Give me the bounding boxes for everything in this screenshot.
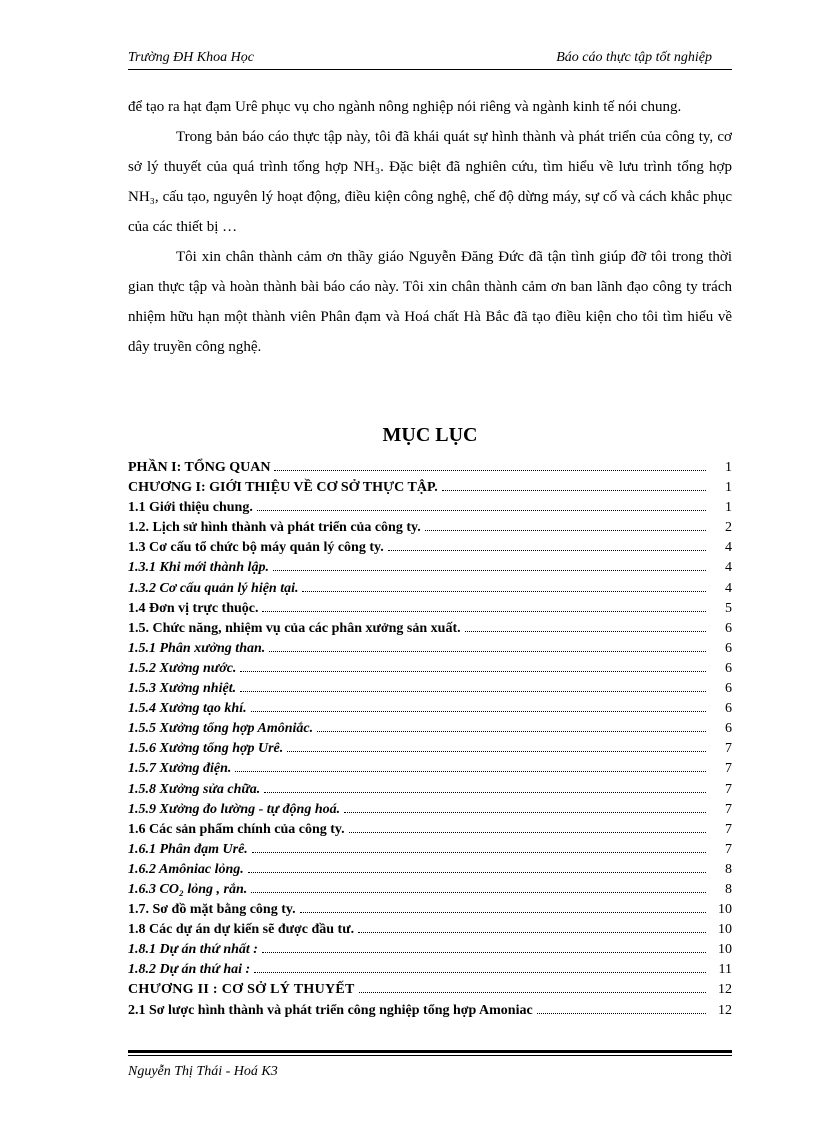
header-rule <box>128 69 732 70</box>
toc-entry-label: 1.1 Giới thiệu chung. <box>128 500 253 516</box>
toc-entry-label: 1.6.3 CO₂ lỏng , rắn. <box>128 881 248 897</box>
toc-entry[interactable] <box>128 661 732 681</box>
toc-page-number: 10 <box>718 942 732 958</box>
toc-page-number: 7 <box>725 841 732 857</box>
toc-entry-label: 1.5.2 Xưởng nước. <box>128 660 237 676</box>
toc-page-number: 8 <box>725 861 732 877</box>
toc-entry[interactable] <box>128 520 732 540</box>
toc-entry-label: 1.6.2 Amôniac lỏng. <box>128 861 244 877</box>
toc-leader <box>251 892 706 893</box>
toc-page-number: 6 <box>725 721 732 737</box>
toc-leader <box>425 530 706 531</box>
toc-entry-label: 1.5.6 Xưởng tổng hợp Urê. <box>128 741 284 757</box>
toc-leader <box>262 952 706 953</box>
toc-page-number: 1 <box>725 500 732 516</box>
toc-entry-label: 2.1 Sơ lược hình thành và phát triển công nghiệp tổng hợp Amoniac <box>128 1002 533 1018</box>
toc-entry[interactable] <box>128 460 732 480</box>
toc-entry-label: CHƯƠNG I: GIỚI THIỆU VỀ CƠ SỞ THỰC TẬP. <box>128 480 438 496</box>
toc-page-number: 6 <box>725 640 732 656</box>
toc-entry[interactable] <box>128 741 732 761</box>
toc-page-number: 7 <box>725 781 732 797</box>
toc-leader <box>269 651 706 652</box>
toc-entry-label: 1.5.7 Xưởng điện. <box>128 761 232 777</box>
toc-leader <box>349 832 706 833</box>
footer-rule-thick <box>128 1050 732 1053</box>
toc-page-number: 4 <box>725 560 732 576</box>
toc-leader <box>537 1013 706 1014</box>
toc-entry-label: 1.5.1 Phân xưởng than. <box>128 640 266 656</box>
toc-leader <box>274 470 706 471</box>
toc-entry-label: PHẦN I: TỔNG QUAN <box>128 460 271 475</box>
toc-entry-label: 1.5.5 Xưởng tổng hợp Amôniắc. <box>128 721 314 737</box>
toc-leader <box>240 691 706 692</box>
table-of-contents <box>128 460 732 1023</box>
toc-page-number: 4 <box>725 540 732 556</box>
toc-page-number: 7 <box>725 821 732 837</box>
toc-leader <box>235 771 706 772</box>
toc-page-number: 12 <box>718 1002 732 1018</box>
toc-leader <box>251 711 706 712</box>
toc-entry-label: 1.5. Chức năng, nhiệm vụ của các phân xưởng sản xuất. <box>128 620 461 636</box>
toc-page-number: 6 <box>725 681 732 697</box>
toc-leader <box>262 611 706 612</box>
toc-leader <box>252 852 706 853</box>
toc-page-number: 2 <box>725 520 732 536</box>
toc-entry[interactable] <box>128 560 732 580</box>
toc-entry[interactable] <box>128 500 732 520</box>
toc-entry[interactable] <box>128 962 732 982</box>
toc-entry[interactable] <box>128 701 732 721</box>
toc-leader <box>344 812 706 813</box>
toc-entry[interactable] <box>128 641 732 661</box>
page-footer <box>128 1050 732 1080</box>
toc-entry[interactable] <box>128 802 732 822</box>
toc-leader <box>254 972 706 973</box>
toc-page-number: 12 <box>718 982 732 998</box>
toc-entry[interactable] <box>128 581 732 601</box>
intro-paragraph-1: để tạo ra hạt đạm Urê phục vụ cho ngành nông nghiệp nói riêng và ngành kinh tế nói chung. <box>128 99 682 115</box>
intro-paragraph-2: Trong bản báo cáo thực tập này, tôi đã khái quát sự hình thành và phát triển của công ty, cơ sở lý thuyết của quá trình tổng hợp NH₃. Đặc biệt đã nghiên cứu, tìm hiểu về lưu trình tổng hợp NH₃, cấu tạo, nguyên lý hoạt động, điều kiện công nghệ, chế độ dừng máy, sự cố và cách khắc phục của các thiết bị … <box>128 129 732 235</box>
toc-entry-label: 1.3.1 Khi mới thành lập. <box>128 560 269 576</box>
toc-page-number: 1 <box>725 460 732 475</box>
toc-leader <box>300 912 706 913</box>
toc-entry[interactable] <box>128 882 732 902</box>
toc-entry-label: 1.7. Sơ đồ mặt bằng công ty. <box>128 902 296 918</box>
toc-leader <box>273 570 706 571</box>
toc-page-number: 6 <box>725 701 732 717</box>
toc-leader <box>442 490 706 491</box>
toc-page-number: 8 <box>725 881 732 897</box>
toc-leader <box>240 671 706 672</box>
toc-page-number: 7 <box>725 761 732 777</box>
toc-entry-label: 1.5.4 Xưởng tạo khí. <box>128 701 247 717</box>
toc-entry[interactable] <box>128 721 732 741</box>
toc-entry-label: 1.8 Các dự án dự kiến sẽ được đầu tư. <box>128 922 355 938</box>
header-report-title: Báo cáo thực tập tốt nghiệp <box>556 50 712 65</box>
toc-entry[interactable] <box>128 982 732 1002</box>
toc-leader <box>359 992 706 993</box>
toc-entry[interactable] <box>128 922 732 942</box>
toc-entry[interactable] <box>128 842 732 862</box>
toc-page-number: 10 <box>718 922 732 938</box>
toc-leader <box>358 932 706 933</box>
toc-entry[interactable] <box>128 761 732 781</box>
toc-entry-label: 1.6.1 Phân đạm Urê. <box>128 841 248 857</box>
toc-page-number: 11 <box>718 962 732 978</box>
toc-entry[interactable] <box>128 942 732 962</box>
toc-entry-label: 1.2. Lịch sử hình thành và phát triển của công ty. <box>128 520 421 536</box>
toc-entry-label: 1.5.3 Xưởng nhiệt. <box>128 681 237 697</box>
toc-entry-label: 1.5.9 Xưởng đo lường - tự động hoá. <box>128 801 341 817</box>
toc-leader <box>317 731 706 732</box>
toc-entry[interactable] <box>128 601 732 621</box>
toc-entry-label: 1.8.1 Dự án thứ nhất : <box>128 942 258 958</box>
page-header <box>128 48 732 70</box>
intro-paragraph-3: Tôi xin chân thành cảm ơn thầy giáo Nguyễn Đăng Đức đã tận tình giúp đỡ tôi trong thời gian thực tập và hoàn thành bài báo cáo này. Tôi xin chân thành cảm ơn ban lãnh đạo công ty trách nhiệm hữu hạn một thành viên Phân đạm và Hoá chất Hà Bắc đã tạo điều kiện cho tôi tìm hiểu về dây truyền công nghệ. <box>128 249 732 355</box>
toc-entry[interactable] <box>128 540 732 560</box>
toc-leader <box>248 872 706 873</box>
toc-entry-label: 1.5.8 Xưởng sửa chữa. <box>128 781 261 797</box>
toc-page-number: 10 <box>718 902 732 918</box>
toc-page-number: 6 <box>725 660 732 676</box>
toc-leader <box>287 751 706 752</box>
toc-entry[interactable] <box>128 480 732 500</box>
toc-entry[interactable] <box>128 902 732 922</box>
toc-entry[interactable] <box>128 822 732 842</box>
toc-entry[interactable] <box>128 681 732 701</box>
toc-entry-label: 1.8.2 Dự án thứ hai : <box>128 962 251 978</box>
toc-entry-label: 1.6 Các sản phẩm chính của công ty. <box>128 821 345 837</box>
toc-page-number: 6 <box>725 620 732 636</box>
toc-leader <box>264 792 706 793</box>
toc-entry[interactable] <box>128 1003 732 1023</box>
toc-entry[interactable] <box>128 862 732 882</box>
footer-rule-thin <box>128 1055 732 1056</box>
intro-text <box>128 92 732 362</box>
toc-leader <box>302 591 706 592</box>
header-institution: Trường ĐH Khoa Học <box>128 50 254 65</box>
toc-leader <box>257 510 706 511</box>
toc-entry-label: 1.3 Cơ cấu tổ chức bộ máy quản lý công ty. <box>128 540 384 556</box>
toc-entry-label: 1.4 Đơn vị trực thuộc. <box>128 600 259 616</box>
toc-entry[interactable] <box>128 621 732 641</box>
toc-leader <box>388 550 706 551</box>
toc-page-number: 7 <box>725 741 732 757</box>
toc-entry-label: CHƯƠNG II : CƠ SỞ LÝ THUYẾT <box>128 982 355 998</box>
toc-page-number: 4 <box>725 580 732 596</box>
toc-entry-label: 1.3.2 Cơ cấu quản lý hiện tại. <box>128 580 299 596</box>
footer-author: Nguyễn Thị Thái - Hoá K3 <box>128 1064 278 1079</box>
toc-page-number: 5 <box>725 600 732 616</box>
toc-leader <box>465 631 706 632</box>
toc-entry[interactable] <box>128 782 732 802</box>
toc-page-number: 1 <box>725 480 732 496</box>
toc-title: MỤC LỤC <box>382 424 478 446</box>
toc-page-number: 7 <box>725 801 732 817</box>
